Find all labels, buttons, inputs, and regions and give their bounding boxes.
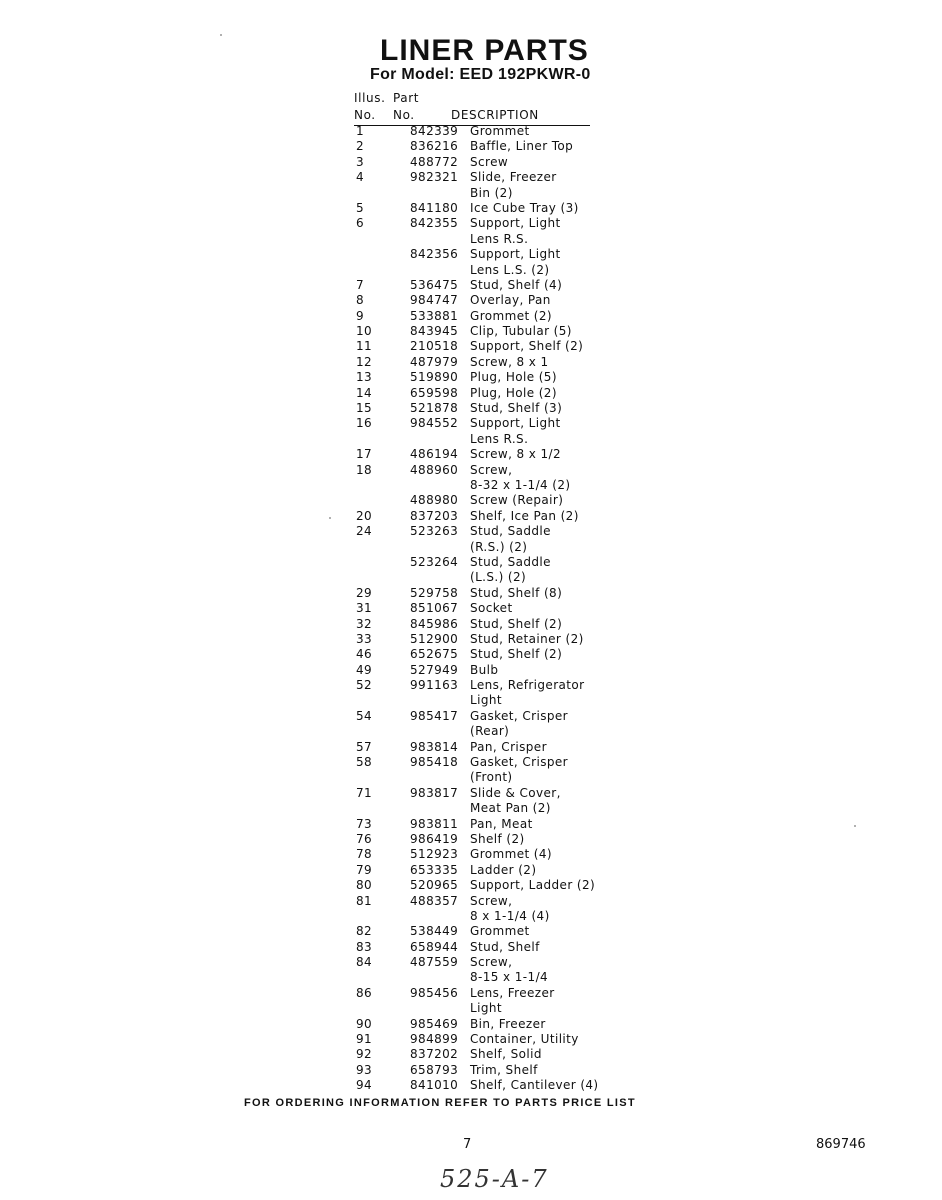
illus-no-cell: 11 xyxy=(356,339,373,354)
illus-no-cell: 92 xyxy=(356,1047,373,1062)
part-no-cell: 519890 xyxy=(410,370,459,385)
part-no-cell: 845986 xyxy=(410,616,459,631)
table-row xyxy=(356,124,656,139)
part-no-cell: 842356 xyxy=(410,247,459,262)
part-no-cell: 533881 xyxy=(410,308,459,323)
table-row-continuation xyxy=(356,570,656,585)
scan-speck xyxy=(220,34,222,36)
illus-no-cell: 91 xyxy=(356,1032,373,1047)
table-row xyxy=(356,386,656,401)
table-row xyxy=(356,617,656,632)
part-no-cell: 842339 xyxy=(410,124,459,138)
illus-no-cell: 24 xyxy=(356,524,373,539)
table-row xyxy=(356,247,656,262)
illus-no-cell: 4 xyxy=(356,170,365,185)
table-row xyxy=(356,755,656,770)
description-cell: Stud, Retainer (2) xyxy=(470,631,584,646)
part-no-cell: 488772 xyxy=(410,154,459,169)
part-no-cell: 991163 xyxy=(410,678,459,693)
part-no-cell: 985418 xyxy=(410,755,459,770)
illus-header-label: Illus. xyxy=(354,91,386,105)
description-cell: Shelf, Ice Pan (2) xyxy=(470,508,579,523)
illus-no-cell: 81 xyxy=(356,893,373,908)
description-cell: Screw (Repair) xyxy=(470,493,564,508)
illus-no-cell: 7 xyxy=(356,277,365,292)
part-no-cell: 512900 xyxy=(410,631,459,646)
description-cell: Support, Light xyxy=(470,416,561,431)
page-number: 7 xyxy=(463,1137,472,1152)
illus-no-cell: 13 xyxy=(356,370,373,385)
description-cell: Support, Light xyxy=(470,216,561,231)
table-row xyxy=(356,817,656,832)
illus-no-cell: 14 xyxy=(356,385,373,400)
part-no-cell: 982321 xyxy=(410,170,459,185)
description-cell: Screw, xyxy=(470,462,513,477)
illus-no-cell: 16 xyxy=(356,416,373,431)
description-cell: Stud, Saddle xyxy=(470,524,551,539)
description-cell: (Front) xyxy=(470,770,513,785)
part-no-cell: 529758 xyxy=(410,585,459,600)
description-cell: Lens R.S. xyxy=(470,231,529,246)
description-cell: Grommet (2) xyxy=(470,308,552,323)
table-row xyxy=(356,201,656,216)
part-no-cell: 520965 xyxy=(410,878,459,893)
table-row xyxy=(356,647,656,662)
table-row xyxy=(356,1017,656,1032)
illus-no-cell: 6 xyxy=(356,216,365,231)
description-cell: Slide, Freezer xyxy=(470,170,557,185)
table-row xyxy=(356,1063,656,1078)
description-cell: Stud, Saddle xyxy=(470,554,551,569)
description-cell: Stud, Shelf (4) xyxy=(470,277,563,292)
part-no-cell: 659598 xyxy=(410,385,459,400)
description-cell: Bin (2) xyxy=(470,185,513,200)
table-row xyxy=(356,401,656,416)
illus-no-cell: 1 xyxy=(356,124,365,138)
description-cell: Grommet xyxy=(470,924,530,939)
description-cell: Plug, Hole (5) xyxy=(470,370,557,385)
table-row xyxy=(356,216,656,231)
table-row xyxy=(356,709,656,724)
description-cell: Pan, Crisper xyxy=(470,739,547,754)
table-row xyxy=(356,586,656,601)
description-cell: (R.S.) (2) xyxy=(470,539,528,554)
illus-no-cell: 86 xyxy=(356,985,373,1000)
table-row-continuation xyxy=(356,432,656,447)
table-row-continuation xyxy=(356,232,656,247)
table-row xyxy=(356,940,656,955)
description-cell: Trim, Shelf xyxy=(470,1062,538,1077)
table-row xyxy=(356,324,656,339)
table-row xyxy=(356,924,656,939)
description-cell: Grommet xyxy=(470,124,530,138)
illus-no-cell: 52 xyxy=(356,678,373,693)
part-no-cell: 210518 xyxy=(410,339,459,354)
description-cell: Socket xyxy=(470,601,513,616)
description-cell: Support, Light xyxy=(470,247,561,262)
description-cell: Lens R.S. xyxy=(470,431,529,446)
part-no-cell: 523263 xyxy=(410,524,459,539)
illus-no-cell: 84 xyxy=(356,955,373,970)
description-cell: Meat Pan (2) xyxy=(470,801,551,816)
part-no-cell: 986419 xyxy=(410,831,459,846)
table-row xyxy=(356,863,656,878)
table-row-continuation xyxy=(356,909,656,924)
description-cell: Bin, Freezer xyxy=(470,1016,546,1031)
illus-no-cell: 57 xyxy=(356,739,373,754)
part-no-cell: 521878 xyxy=(410,401,459,416)
description-cell: 8-32 x 1-1/4 (2) xyxy=(470,477,571,492)
part-no-cell: 983817 xyxy=(410,785,459,800)
part-no-cell: 486194 xyxy=(410,447,459,462)
part-no-cell: 984747 xyxy=(410,293,459,308)
table-row xyxy=(356,509,656,524)
description-cell: 8-15 x 1-1/4 xyxy=(470,970,549,985)
description-cell: Stud, Shelf (2) xyxy=(470,647,563,662)
table-row xyxy=(356,463,656,478)
illus-no-cell: 90 xyxy=(356,1016,373,1031)
illus-no-cell: 17 xyxy=(356,447,373,462)
illus-no-cell: 15 xyxy=(356,401,373,416)
illus-no-cell: 94 xyxy=(356,1078,373,1093)
part-no-cell: 658793 xyxy=(410,1062,459,1077)
scan-speck xyxy=(329,517,331,519)
illus-no-cell: 46 xyxy=(356,647,373,662)
scan-speck xyxy=(854,825,856,827)
illus-no-cell: 8 xyxy=(356,293,365,308)
description-cell: Stud, Shelf xyxy=(470,939,540,954)
illus-no-cell: 2 xyxy=(356,139,365,154)
illus-no-cell: 3 xyxy=(356,154,365,169)
part-no-cell: 488980 xyxy=(410,493,459,508)
description-cell: Shelf, Solid xyxy=(470,1047,542,1062)
table-row xyxy=(356,1032,656,1047)
table-row xyxy=(356,955,656,970)
table-row xyxy=(356,632,656,647)
description-cell: Slide & Cover, xyxy=(470,785,561,800)
illus-no-cell: 9 xyxy=(356,308,365,323)
document-number: 869746 xyxy=(816,1137,866,1152)
illus-no-cell: 80 xyxy=(356,878,373,893)
part-no-cell: 983814 xyxy=(410,739,459,754)
illus-no-cell: 10 xyxy=(356,324,373,339)
description-cell: Lens, Refrigerator xyxy=(470,678,585,693)
description-cell: Screw xyxy=(470,154,509,169)
table-row-continuation xyxy=(356,186,656,201)
description-cell: Stud, Shelf (2) xyxy=(470,616,563,631)
description-cell: Screw, xyxy=(470,893,513,908)
part-no-cell: 488960 xyxy=(410,462,459,477)
illus-no-cell: 58 xyxy=(356,755,373,770)
illus-no-cell: 29 xyxy=(356,585,373,600)
table-row xyxy=(356,493,656,508)
description-cell: Grommet (4) xyxy=(470,847,552,862)
illus-no-cell: 82 xyxy=(356,924,373,939)
part-no-cell: 487559 xyxy=(410,955,459,970)
description-cell: Plug, Hole (2) xyxy=(470,385,557,400)
illus-no-cell: 18 xyxy=(356,462,373,477)
part-no-cell: 487979 xyxy=(410,354,459,369)
description-cell: Light xyxy=(470,693,502,708)
table-row-continuation xyxy=(356,770,656,785)
part-no-cell: 527949 xyxy=(410,662,459,677)
illus-no-cell: 20 xyxy=(356,508,373,523)
table-row xyxy=(356,832,656,847)
part-no-cell: 985417 xyxy=(410,708,459,723)
illus-no-cell: 83 xyxy=(356,939,373,954)
description-cell: Stud, Shelf (3) xyxy=(470,401,563,416)
table-row xyxy=(356,663,656,678)
description-cell: Bulb xyxy=(470,662,499,677)
part-no-cell: 488357 xyxy=(410,893,459,908)
table-row xyxy=(356,339,656,354)
table-row xyxy=(356,524,656,539)
description-cell: Light xyxy=(470,1001,502,1016)
table-row xyxy=(356,555,656,570)
part-no-cell: 984552 xyxy=(410,416,459,431)
part-no-cell: 523264 xyxy=(410,554,459,569)
table-row-continuation xyxy=(356,693,656,708)
part-no-cell: 843945 xyxy=(410,324,459,339)
part-no-cell: 512923 xyxy=(410,847,459,862)
table-row-continuation xyxy=(356,478,656,493)
part-no-cell: 653335 xyxy=(410,862,459,877)
illus-no-cell: 54 xyxy=(356,708,373,723)
table-row xyxy=(356,601,656,616)
part-no-cell: 538449 xyxy=(410,924,459,939)
part-no-cell: 836216 xyxy=(410,139,459,154)
part-no-cell: 652675 xyxy=(410,647,459,662)
description-cell: Gasket, Crisper xyxy=(470,755,568,770)
table-row xyxy=(356,139,656,154)
illus-no-cell: 71 xyxy=(356,785,373,800)
description-cell: Pan, Meat xyxy=(470,816,533,831)
table-row-continuation xyxy=(356,724,656,739)
description-cell: Baffle, Liner Top xyxy=(470,139,574,154)
description-header: DESCRIPTION xyxy=(451,108,539,122)
part-header-label: Part xyxy=(393,91,420,105)
table-row-continuation xyxy=(356,1001,656,1016)
illus-no-cell: 76 xyxy=(356,831,373,846)
part-no-cell: 984899 xyxy=(410,1032,459,1047)
table-row-continuation xyxy=(356,970,656,985)
illus-no-cell: 73 xyxy=(356,816,373,831)
description-cell: Shelf (2) xyxy=(470,831,525,846)
table-row xyxy=(356,878,656,893)
description-cell: Lens, Freezer xyxy=(470,985,555,1000)
description-cell: Screw, xyxy=(470,955,513,970)
part-no-cell: 851067 xyxy=(410,601,459,616)
ordering-note: FOR ORDERING INFORMATION REFER TO PARTS PRICE LIST xyxy=(244,1097,636,1109)
part-no-cell: 536475 xyxy=(410,277,459,292)
part-no-cell: 841010 xyxy=(410,1078,459,1093)
table-row-continuation xyxy=(356,263,656,278)
description-cell: Clip, Tubular (5) xyxy=(470,324,572,339)
table-row-continuation xyxy=(356,801,656,816)
description-cell: Stud, Shelf (8) xyxy=(470,585,563,600)
illus-no-header: No. xyxy=(354,108,376,122)
table-row xyxy=(356,1047,656,1062)
table-row xyxy=(356,986,656,1001)
description-cell: 8 x 1-1/4 (4) xyxy=(470,908,550,923)
description-cell: Ice Cube Tray (3) xyxy=(470,200,579,215)
illus-no-cell: 32 xyxy=(356,616,373,631)
description-cell: (L.S.) (2) xyxy=(470,570,527,585)
table-row xyxy=(356,447,656,462)
part-no-cell: 841180 xyxy=(410,200,459,215)
parts-table xyxy=(356,124,656,1094)
table-row xyxy=(356,847,656,862)
table-row-continuation xyxy=(356,540,656,555)
table-row xyxy=(356,894,656,909)
illus-no-cell: 79 xyxy=(356,862,373,877)
table-row xyxy=(356,370,656,385)
description-cell: Ladder (2) xyxy=(470,862,537,877)
table-row xyxy=(356,355,656,370)
table-row xyxy=(356,278,656,293)
table-row xyxy=(356,678,656,693)
table-row xyxy=(356,1078,656,1093)
illus-no-cell: 12 xyxy=(356,354,373,369)
handwritten-note: 525-A-7 xyxy=(440,1165,549,1193)
illus-no-cell: 5 xyxy=(356,200,365,215)
table-row xyxy=(356,740,656,755)
table-row xyxy=(356,293,656,308)
illus-no-cell: 49 xyxy=(356,662,373,677)
illus-no-cell: 78 xyxy=(356,847,373,862)
table-row xyxy=(356,170,656,185)
illus-no-cell: 33 xyxy=(356,631,373,646)
table-row xyxy=(356,786,656,801)
description-cell: (Rear) xyxy=(470,724,510,739)
description-cell: Gasket, Crisper xyxy=(470,708,568,723)
part-no-cell: 837202 xyxy=(410,1047,459,1062)
model-subtitle: For Model: EED 192PKWR-0 xyxy=(370,66,591,83)
table-row xyxy=(356,416,656,431)
illus-no-cell: 31 xyxy=(356,601,373,616)
illus-no-cell: 93 xyxy=(356,1062,373,1077)
description-cell: Lens L.S. (2) xyxy=(470,262,550,277)
page-title: LINER PARTS xyxy=(380,34,589,67)
part-no-cell: 658944 xyxy=(410,939,459,954)
description-cell: Screw, 8 x 1/2 xyxy=(470,447,561,462)
part-no-header: No. xyxy=(393,108,415,122)
description-cell: Support, Ladder (2) xyxy=(470,878,596,893)
description-cell: Container, Utility xyxy=(470,1032,579,1047)
description-cell: Support, Shelf (2) xyxy=(470,339,584,354)
part-no-cell: 983811 xyxy=(410,816,459,831)
table-row xyxy=(356,155,656,170)
description-cell: Overlay, Pan xyxy=(470,293,551,308)
part-no-cell: 837203 xyxy=(410,508,459,523)
description-cell: Shelf, Cantilever (4) xyxy=(470,1078,599,1093)
part-no-cell: 985469 xyxy=(410,1016,459,1031)
description-cell: Screw, 8 x 1 xyxy=(470,354,549,369)
table-row xyxy=(356,309,656,324)
part-no-cell: 985456 xyxy=(410,985,459,1000)
part-no-cell: 842355 xyxy=(410,216,459,231)
